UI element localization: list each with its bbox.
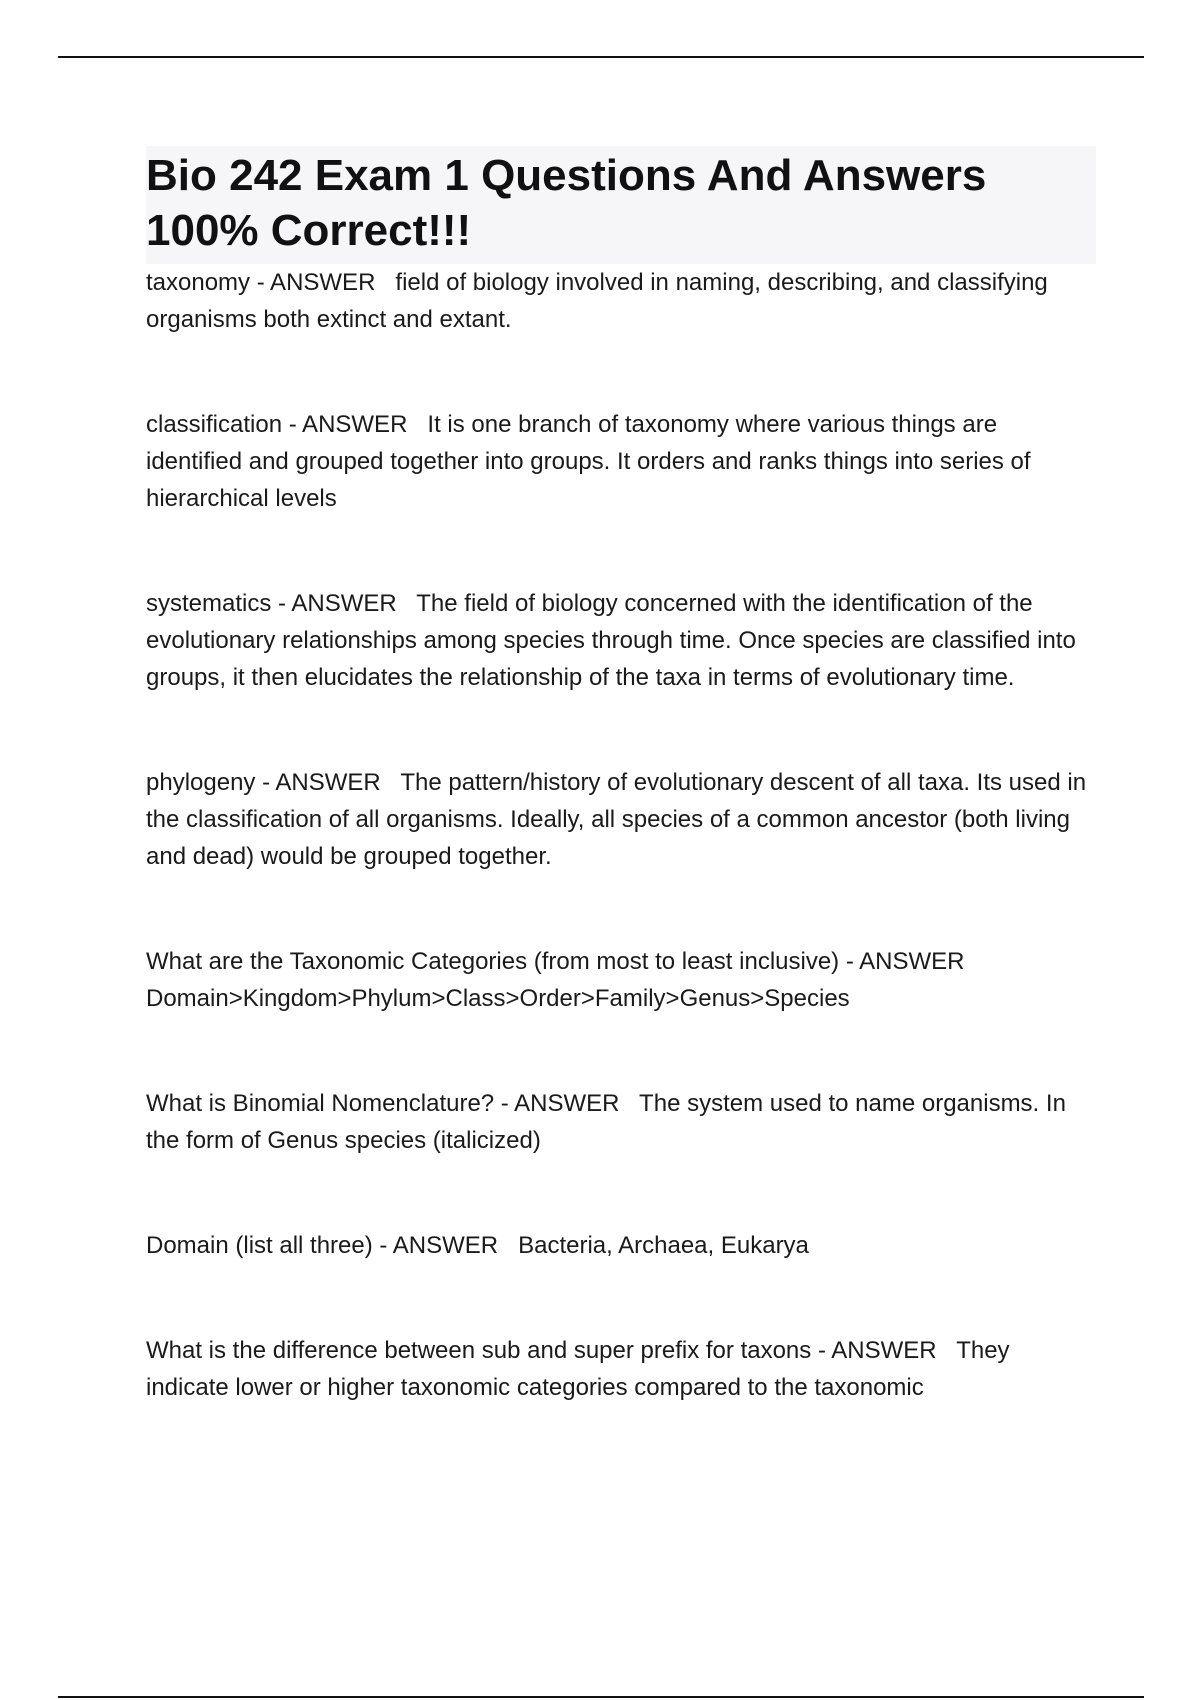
qa-entry-phylogeny: phylogeny - ANSWER The pattern/history of evolutionary descent of all taxa. Its used in the classification of all organisms. Ideally, all species of a common ancestor (both living and dead) would be grouped together.: [146, 769, 1093, 870]
document-body: [146, 146, 1096, 1406]
qa-entry-binomial-nomenclature: What is Binomial Nomenclature? - ANSWER The system used to name organisms. In the form of Genus species (italicized): [146, 1090, 1073, 1154]
qa-entry-domain: Domain (list all three) - ANSWER Bacteria, Archaea, Eukarya: [146, 1232, 809, 1259]
qa-entry-taxonomy: taxonomy - ANSWER field of biology involved in naming, describing, and classifying organisms both extinct and extant.: [146, 269, 1055, 333]
bottom-rule: [58, 1696, 1144, 1698]
qa-entry-systematics: systematics - ANSWER The field of biology concerned with the identification of the evolutionary relationships among species through time. Once species are classified into groups, it then elucidates the relationship of the taxa in terms of evolutionary time.: [146, 590, 1083, 691]
document-title: Bio 242 Exam 1 Questions And Answers 100% Correct!!!: [146, 151, 987, 255]
top-rule: [58, 56, 1144, 58]
qa-entry-sub-super-prefix: What is the difference between sub and super prefix for taxons - ANSWER They indicate lower or higher taxonomic categories compared to the taxonomic: [146, 1337, 1017, 1401]
title-block: [146, 146, 1096, 264]
qa-entry-classification: classification - ANSWER It is one branch of taxonomy where various things are identified and grouped together into groups. It orders and ranks things into series of hierarchical levels: [146, 411, 1038, 512]
qa-entry-taxonomic-categories: What are the Taxonomic Categories (from most to least inclusive) - ANSWER Domain>Kingdom>Phylum>Class>Order>Family>Genus>Species: [146, 948, 985, 1012]
